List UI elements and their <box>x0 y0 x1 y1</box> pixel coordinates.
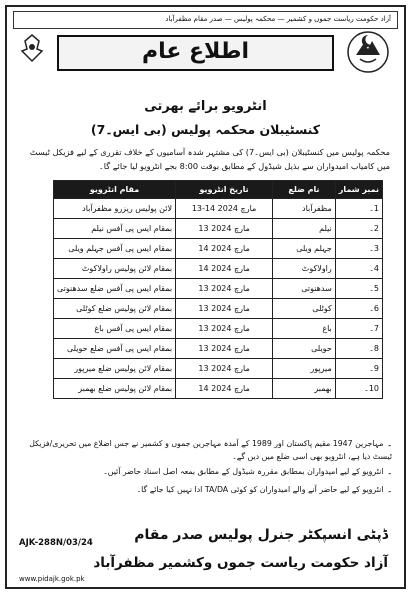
note-text: انٹرویو کے لیے حاضر آنے والے امیدواران کو کوئی TA/DA ادا نہیں کیا جائے گا۔ <box>136 485 384 494</box>
header-place: مقام انٹرویو <box>54 181 176 199</box>
notice-title: اطلاع عام <box>141 39 250 64</box>
emblem-logo-left <box>17 33 47 63</box>
row-place: بمقام ایس پی آفس نیلم <box>54 219 176 239</box>
table-header-row <box>54 181 383 199</box>
signature-designation: ڈپٹی انسپکٹر جنرل پولیس صدر مقام <box>134 527 388 543</box>
row-place: بمقام ایس پی آفس جہلم ویلی <box>54 239 176 259</box>
row-place: بمقام لائن پولیس ضلع بھمبر <box>54 379 176 399</box>
row-number: 9۔ <box>335 359 382 379</box>
row-date: 13 مارچ 2024 <box>176 219 273 239</box>
note-2: ۔انٹرویو کے لیے امیدواران بمطابق مقررہ شیڈول کے مطابق بمعہ اصل اسناد حاضر آئیں۔ <box>103 467 392 476</box>
row-date: 13-14 مارچ 2024 <box>176 199 273 219</box>
website-link[interactable]: www.pidajk.gok.pk <box>19 575 85 583</box>
header-district: نام ضلع <box>273 181 336 199</box>
row-district: بھمبر <box>273 379 336 399</box>
table-row <box>54 359 383 379</box>
header-strip: آزاد حکومت ریاست جموں و کشمیر — محکمہ پولیس — صدر مقام مظفرآباد <box>13 11 398 29</box>
row-number: 2۔ <box>335 219 382 239</box>
table-row <box>54 239 383 259</box>
row-district: باغ <box>273 319 336 339</box>
row-district: کوٹلی <box>273 299 336 319</box>
row-number: 7۔ <box>335 319 382 339</box>
row-place: بمقام ایس پی آفس باغ <box>54 319 176 339</box>
row-place: بمقام ایس پی آفس ضلع حویلی <box>54 339 176 359</box>
row-district: سدھنوتی <box>273 279 336 299</box>
row-place: بمقام لائن پولیس ضلع کوٹلی <box>54 299 176 319</box>
row-district: جہلم ویلی <box>273 239 336 259</box>
row-date: 13 مارچ 2024 <box>176 299 273 319</box>
row-district: مظفرآباد <box>273 199 336 219</box>
row-date: 13 مارچ 2024 <box>176 339 273 359</box>
ajk-crest-logo <box>346 29 390 75</box>
row-number: 6۔ <box>335 299 382 319</box>
header-num: نمبر شمار <box>335 181 382 199</box>
post-heading: کنسٹیبلان محکمہ پولیس (بی ایس۔7) <box>90 122 321 137</box>
row-date: 14 مارچ 2024 <box>176 379 273 399</box>
interview-schedule-table <box>53 180 383 399</box>
reference-number: AJK-288N/03/24 <box>19 538 93 548</box>
row-date: 14 مارچ 2024 <box>176 259 273 279</box>
row-date: 13 مارچ 2024 <box>176 319 273 339</box>
advertisement-page <box>5 5 406 589</box>
row-district: میرپور <box>273 359 336 379</box>
row-district: راولاکوٹ <box>273 259 336 279</box>
row-district: نیلم <box>273 219 336 239</box>
row-place: لائن پولیس ریزرو مظفرآباد <box>54 199 176 219</box>
signature-office: آزاد حکومت ریاست جموں وکشمیر مظفرآباد <box>93 555 388 571</box>
row-place: بمقام لائن پولیس راولاکوٹ <box>54 259 176 279</box>
row-date: 13 مارچ 2024 <box>176 279 273 299</box>
note-1: ۔مہاجرین 1947 مقیم پاکستان اور 1989 کے آمدہ مہاجرین جموں و کشمیر نے جس اضلاع میں تحریری/فزیکل ٹیسٹ دیا ہے، انٹرویو بھی اسی ضلع میں دیں گے۔ <box>29 439 392 461</box>
table-row <box>54 299 383 319</box>
row-place: بمقام ایس پی آفس ضلع سدھنوتی <box>54 279 176 299</box>
table-body <box>54 199 383 399</box>
table-row <box>54 219 383 239</box>
table-row <box>54 259 383 279</box>
row-number: 10۔ <box>335 379 382 399</box>
row-date: 13 مارچ 2024 <box>176 359 273 379</box>
row-place: بمقام لائن پولیس ضلع میرپور <box>54 359 176 379</box>
intro-paragraph: محکمہ پولیس میں کنسٹیبلان (بی ایس۔7) کی مشتہر شدہ آسامیوں کے خلاف تقرری کے لیے فزیکل ٹیسٹ میں کامیاب امیدواران سے بذیل شیڈول کے مطابق بوقت 8:00 بجے انٹرویو لیا جائے گا۔ <box>29 147 390 171</box>
row-number: 3۔ <box>335 239 382 259</box>
table-row <box>54 379 383 399</box>
row-district: حویلی <box>273 339 336 359</box>
note-text: انٹرویو کے لیے امیدواران بمطابق مقررہ شیڈول کے مطابق بمعہ اصل اسناد حاضر آئیں۔ <box>103 467 384 476</box>
row-number: 8۔ <box>335 339 382 359</box>
note-text: مہاجرین 1947 مقیم پاکستان اور 1989 کے آمدہ مہاجرین جموں و کشمیر نے جس اضلاع میں تحریری/فزیکل ٹیسٹ دیا ہے، انٹرویو بھی اسی ضلع میں دیں گے۔ <box>29 439 392 461</box>
row-number: 1۔ <box>335 199 382 219</box>
row-date: 14 مارچ 2024 <box>176 239 273 259</box>
table-row <box>54 279 383 299</box>
notice-banner <box>57 35 334 71</box>
note-3: ۔انٹرویو کے لیے حاضر آنے والے امیدواران کو کوئی TA/DA ادا نہیں کیا جائے گا۔ <box>136 485 392 494</box>
table-row <box>54 199 383 219</box>
row-number: 4۔ <box>335 259 382 279</box>
table-row <box>54 319 383 339</box>
header-date: تاریخ انٹرویو <box>176 181 273 199</box>
table-row <box>54 339 383 359</box>
row-number: 5۔ <box>335 279 382 299</box>
recruitment-heading: انٹرویو برائے بھرتی <box>144 99 267 114</box>
